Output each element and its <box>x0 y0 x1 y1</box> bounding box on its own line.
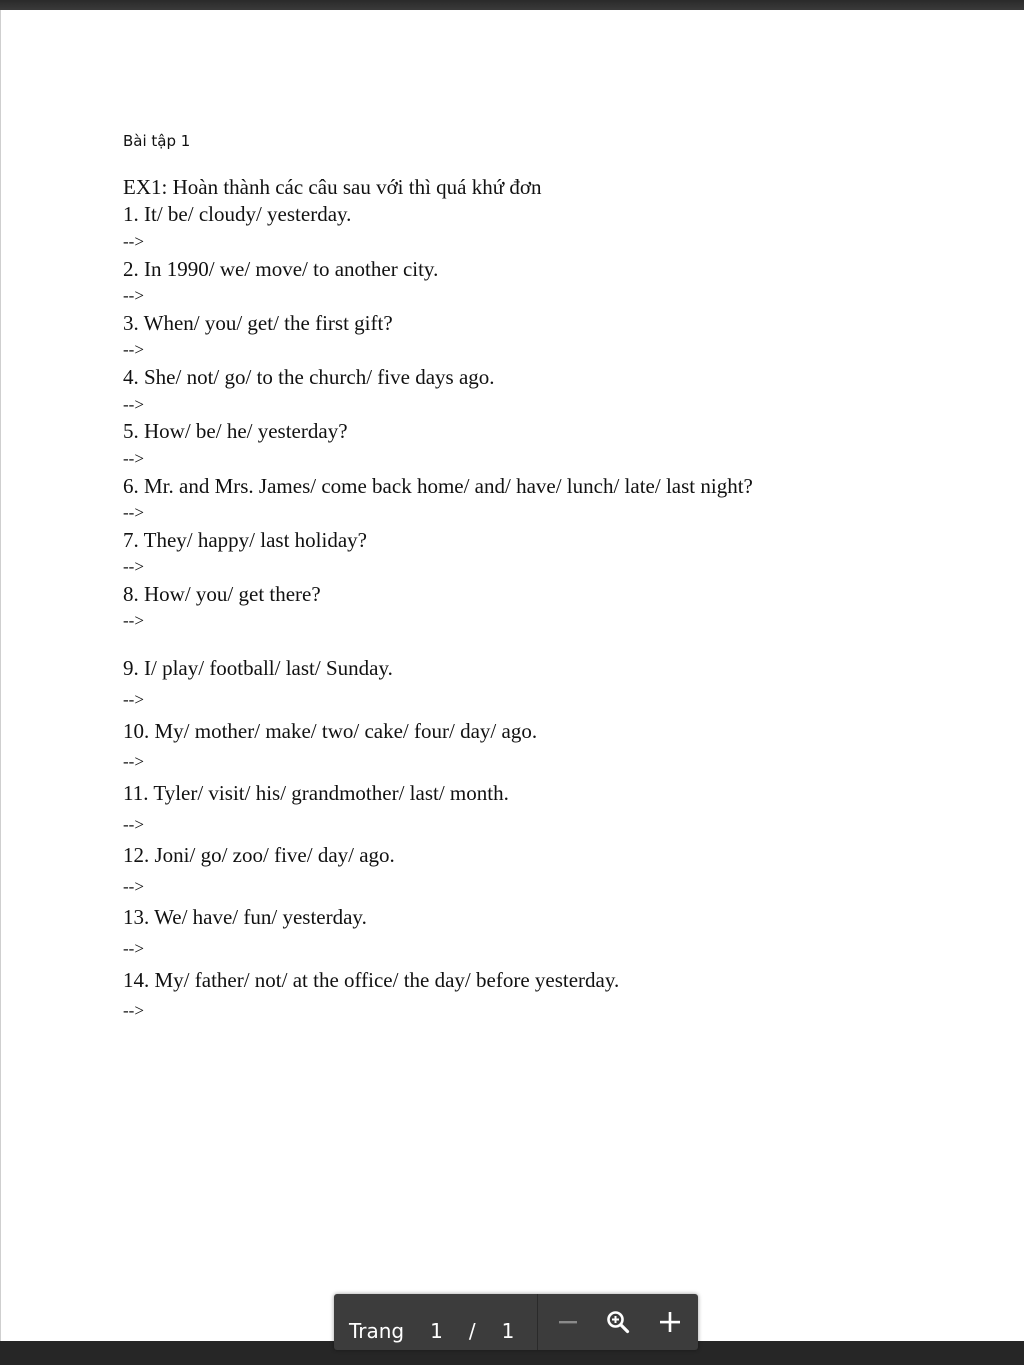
zoom-out-button[interactable] <box>548 1302 588 1342</box>
item-9-prompt: 9. I/ play/ football/ last/ Sunday. <box>123 656 393 680</box>
item-8-answer: --> <box>123 611 144 630</box>
item-6-answer: --> <box>123 503 144 522</box>
page-separator: / <box>468 1319 476 1343</box>
section-title: Bài tập 1 <box>123 132 191 150</box>
item-14-answer: --> <box>123 1001 144 1020</box>
item-9-answer: --> <box>123 690 144 709</box>
item-12-prompt: 12. Joni/ go/ zoo/ five/ day/ ago. <box>123 843 395 867</box>
item-2-prompt: 2. In 1990/ we/ move/ to another city. <box>123 257 439 281</box>
zoom-in-button[interactable] <box>650 1302 690 1342</box>
item-4-answer: --> <box>123 395 144 414</box>
item-13-prompt: 13. We/ have/ fun/ yesterday. <box>123 905 367 929</box>
magnifier-icon <box>605 1309 631 1335</box>
item-3-prompt: 3. When/ you/ get/ the first gift? <box>123 311 393 335</box>
current-page-number[interactable]: 1 <box>430 1319 443 1343</box>
item-7-prompt: 7. They/ happy/ last holiday? <box>123 528 367 552</box>
zoom-button[interactable] <box>598 1302 638 1342</box>
item-8-prompt: 8. How/ you/ get there? <box>123 582 321 606</box>
item-3-answer: --> <box>123 340 144 359</box>
item-6-prompt: 6. Mr. and Mrs. James/ come back home/ and/ have/ lunch/ late/ last night? <box>123 474 753 498</box>
item-13-answer: --> <box>123 939 144 958</box>
item-4-prompt: 4. She/ not/ go/ to the church/ five days ago. <box>123 365 495 389</box>
item-7-answer: --> <box>123 557 144 576</box>
item-11-answer: --> <box>123 815 144 834</box>
item-14-prompt: 14. My/ father/ not/ at the office/ the day/ before yesterday. <box>123 968 620 992</box>
exercise-title: EX1: Hoàn thành các câu sau với thì quá khứ đơn <box>123 175 542 199</box>
minus-icon <box>557 1311 579 1333</box>
item-10-prompt: 10. My/ mother/ make/ two/ cake/ four/ day/ ago. <box>123 719 538 743</box>
item-2-answer: --> <box>123 286 144 305</box>
item-10-answer: --> <box>123 752 144 771</box>
toolbar-divider <box>537 1294 538 1350</box>
item-12-answer: --> <box>123 877 144 896</box>
item-11-prompt: 11. Tyler/ visit/ his/ grandmother/ last/ month. <box>123 781 509 805</box>
page-indicator <box>334 1294 514 1350</box>
plus-icon <box>658 1310 682 1334</box>
item-5-answer: --> <box>123 449 144 468</box>
top-bar <box>0 0 1024 10</box>
item-5-prompt: 5. How/ be/ he/ yesterday? <box>123 419 348 443</box>
item-1-answer: --> <box>123 232 144 251</box>
page-label: Trang <box>349 1319 405 1343</box>
document-page <box>0 10 1024 1341</box>
page-toolbar <box>334 1294 698 1350</box>
total-pages: 1 <box>501 1319 515 1343</box>
item-1-prompt: 1. It/ be/ cloudy/ yesterday. <box>123 202 352 226</box>
